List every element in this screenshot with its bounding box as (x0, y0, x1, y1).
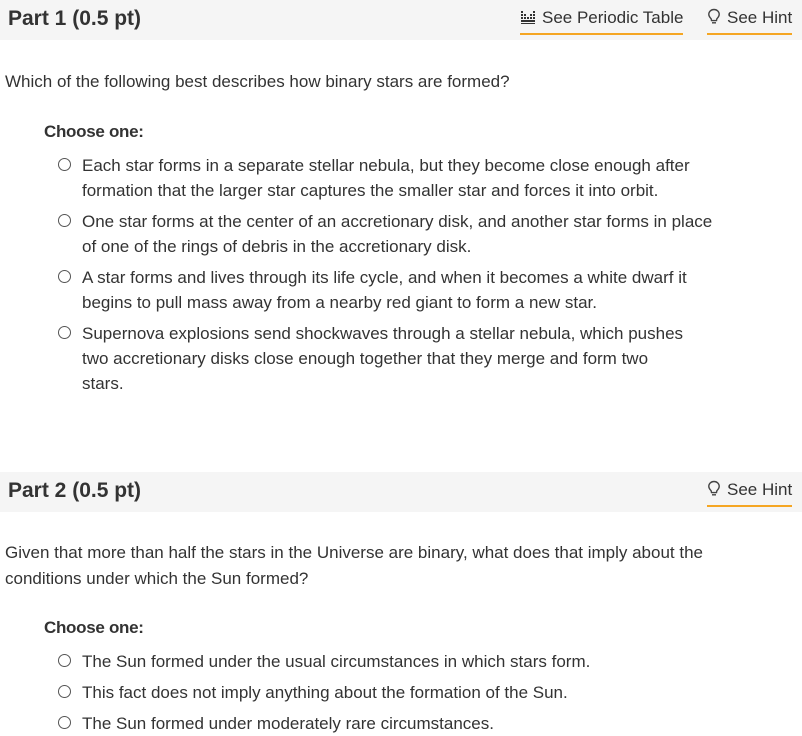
radio-button[interactable] (58, 326, 71, 339)
part2-option-1[interactable] (58, 649, 718, 674)
part1-option-3[interactable] (58, 265, 718, 315)
part2-option-2[interactable] (58, 680, 718, 705)
option-text: This fact does not imply anything about the formation of the Sun. (82, 683, 568, 702)
radio-button[interactable] (58, 158, 71, 171)
part1-title: Part 1 (0.5 pt) (8, 7, 142, 30)
part1-see-hint-label: See Hint (727, 8, 793, 27)
part2-question: Given that more than half the stars in the Universe are binary, what does that imply about the conditions under which the Sun formed? (5, 543, 704, 588)
part2-title: Part 2 (0.5 pt) (8, 479, 142, 502)
part1-option-4[interactable] (58, 321, 693, 396)
part1-option-2[interactable] (58, 209, 718, 259)
see-periodic-table-link[interactable] (520, 8, 683, 35)
option-text: Each star forms in a separate stellar nebula, but they become close enough after formation that the larger star captures the smaller star and forces it into orbit. (82, 156, 690, 200)
option-text: One star forms at the center of an accretionary disk, and another star forms in place of one of the rings of debris in the accretionary disk. (82, 212, 713, 256)
part1-see-hint-link[interactable] (707, 8, 792, 35)
part2-see-hint-label: See Hint (727, 480, 793, 499)
radio-button[interactable] (58, 685, 71, 698)
part1-option-1[interactable] (58, 153, 718, 203)
part2-option-3[interactable] (58, 711, 718, 736)
option-text: The Sun formed under the usual circumstances in which stars form. (82, 652, 591, 671)
part1-question: Which of the following best describes how binary stars are formed? (5, 72, 510, 91)
radio-button[interactable] (58, 654, 71, 667)
radio-button[interactable] (58, 716, 71, 729)
radio-button[interactable] (58, 214, 71, 227)
radio-button[interactable] (58, 270, 71, 283)
periodic-table-icon (520, 9, 536, 30)
option-text: The Sun formed under moderately rare circumstances. (82, 714, 494, 733)
lightbulb-icon (707, 8, 721, 30)
part2-header (0, 472, 802, 512)
part1-header (0, 0, 802, 40)
lightbulb-icon (707, 480, 721, 502)
part1-choose-label: Choose one: (44, 122, 144, 141)
part2-see-hint-link[interactable] (707, 480, 792, 507)
option-text: Supernova explosions send shockwaves through a stellar nebula, which pushes two accretionary disks close enough together that they merge and form two stars. (82, 324, 684, 393)
part2-choose-label: Choose one: (44, 618, 144, 637)
see-periodic-table-label: See Periodic Table (542, 8, 684, 27)
option-text: A star forms and lives through its life cycle, and when it becomes a white dwarf it begins to pull mass away from a nearby red giant to form a new star. (82, 268, 687, 312)
